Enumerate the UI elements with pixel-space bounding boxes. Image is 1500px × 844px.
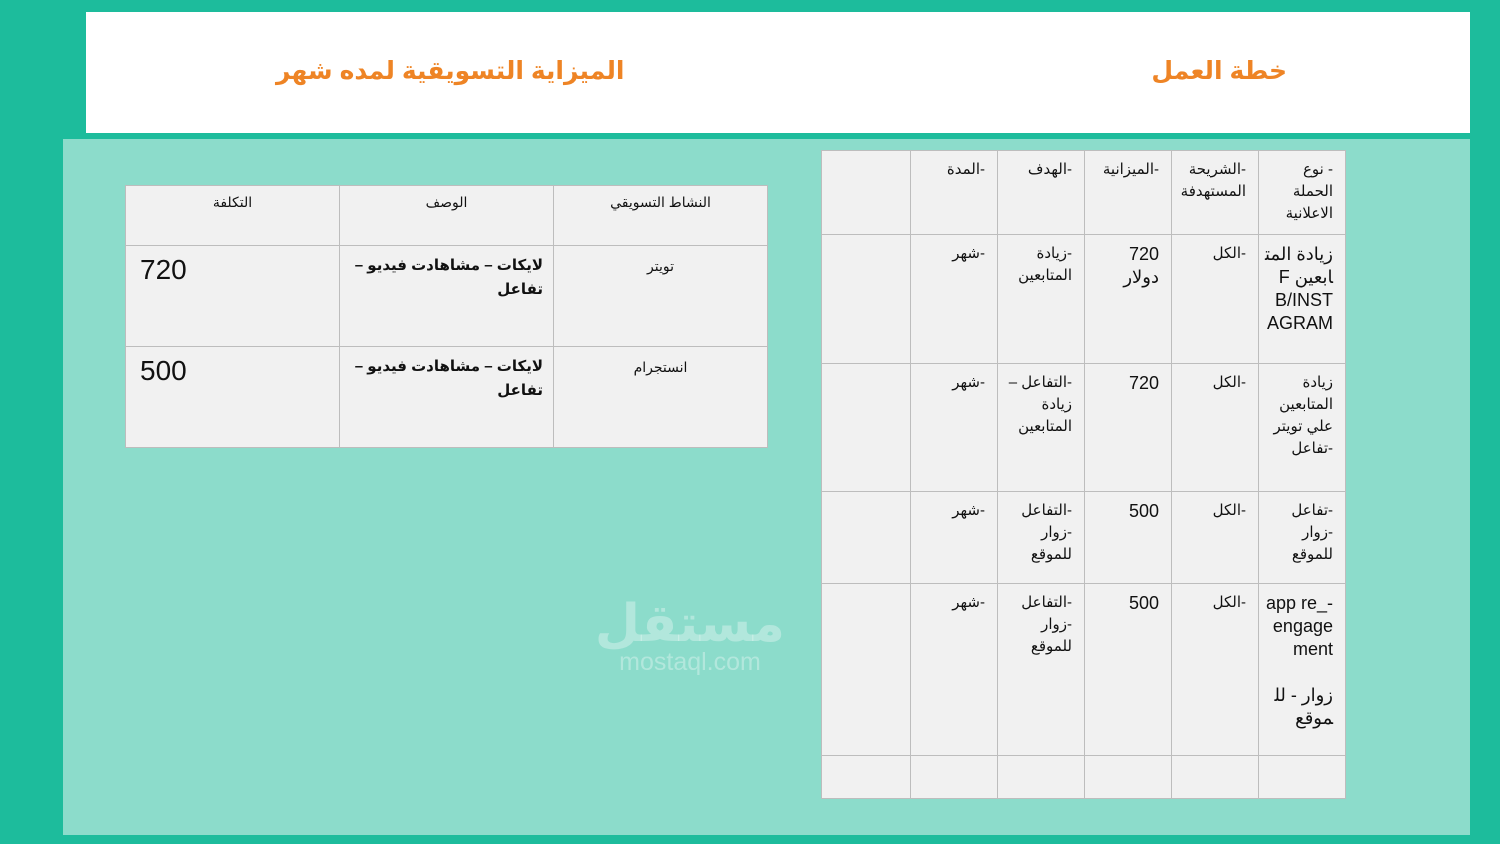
goal-cell: -التفاعل -زوار للموقع — [998, 492, 1085, 584]
column-header-campaign-type: - نوع الحملة الاعلانية — [1259, 151, 1346, 235]
table-row — [126, 347, 768, 448]
empty-cell — [822, 584, 911, 756]
cost-cell: 720 — [126, 246, 340, 347]
campaign-type-cell: -app re_engagement زوار - للموقع — [1259, 584, 1346, 756]
activity-cell: تويتر — [554, 246, 768, 347]
empty-cell — [1085, 756, 1172, 799]
cost-cell: 500 — [126, 347, 340, 448]
target-segment-cell: -الكل — [1172, 364, 1259, 492]
column-header-goal: -الهدف — [998, 151, 1085, 235]
table-header-row — [126, 186, 768, 246]
content-panel — [63, 139, 1470, 835]
goal-cell: -التفاعل -زوار للموقع — [998, 584, 1085, 756]
empty-cell — [822, 235, 911, 364]
watermark-arabic-text: مستقل — [594, 595, 785, 653]
budget-cell: 500 — [1085, 492, 1172, 584]
watermark-latin-text: mostaql.com — [619, 648, 761, 676]
activity-cell: انستجرام — [554, 347, 768, 448]
table-header-row — [822, 151, 1346, 235]
table-row — [126, 246, 768, 347]
empty-cell — [822, 492, 911, 584]
goal-cell: -زيادة المتابعين — [998, 235, 1085, 364]
duration-cell: -شهر — [911, 235, 998, 364]
budget-cell: 500 — [1085, 584, 1172, 756]
column-header-duration: -المدة — [911, 151, 998, 235]
duration-cell: -شهر — [911, 364, 998, 492]
target-segment-cell: -الكل — [1172, 492, 1259, 584]
target-segment-cell: -الكل — [1172, 235, 1259, 364]
duration-cell: -شهر — [911, 492, 998, 584]
work-plan-table — [821, 150, 1346, 799]
table-row — [822, 492, 1346, 584]
empty-cell — [998, 756, 1085, 799]
campaign-type-cell: زيادة المتابعين FB/INSTAGRAM — [1259, 235, 1346, 364]
description-cell: لايكات – مشاهادت فيديو – تفاعل — [340, 246, 554, 347]
empty-cell — [822, 756, 911, 799]
target-segment-cell: -الكل — [1172, 584, 1259, 756]
duration-cell: -شهر — [911, 584, 998, 756]
table-row — [822, 756, 1346, 799]
header-panel — [86, 12, 1470, 133]
column-header-description: الوصف — [340, 186, 554, 246]
empty-cell — [822, 364, 911, 492]
campaign-type-cell: -تفاعل -زوار للموقع — [1259, 492, 1346, 584]
budget-cell: 720 دولار — [1085, 235, 1172, 364]
empty-cell — [911, 756, 998, 799]
table-row — [822, 584, 1346, 756]
column-header-target-segment: -الشريحة المستهدفة — [1172, 151, 1259, 235]
work-plan-title: خطة العمل — [1151, 57, 1287, 85]
marketing-budget-title: الميزاية التسويقية لمده شهر — [276, 57, 625, 85]
goal-cell: -التفاعل –زيادة المتابعين — [998, 364, 1085, 492]
table-row — [822, 364, 1346, 492]
column-header-budget: -الميزانية — [1085, 151, 1172, 235]
marketing-budget-table — [125, 185, 768, 448]
description-cell: لايكات – مشاهادت فيديو – تفاعل — [340, 347, 554, 448]
column-header-cost: التكلفة — [126, 186, 340, 246]
column-header-empty — [822, 151, 911, 235]
campaign-type-cell: زيادة المتابعين علي تويتر -تفاعل — [1259, 364, 1346, 492]
table-row — [822, 235, 1346, 364]
budget-cell: 720 — [1085, 364, 1172, 492]
column-header-activity: النشاط التسويقي — [554, 186, 768, 246]
empty-cell — [1259, 756, 1346, 799]
empty-cell — [1172, 756, 1259, 799]
